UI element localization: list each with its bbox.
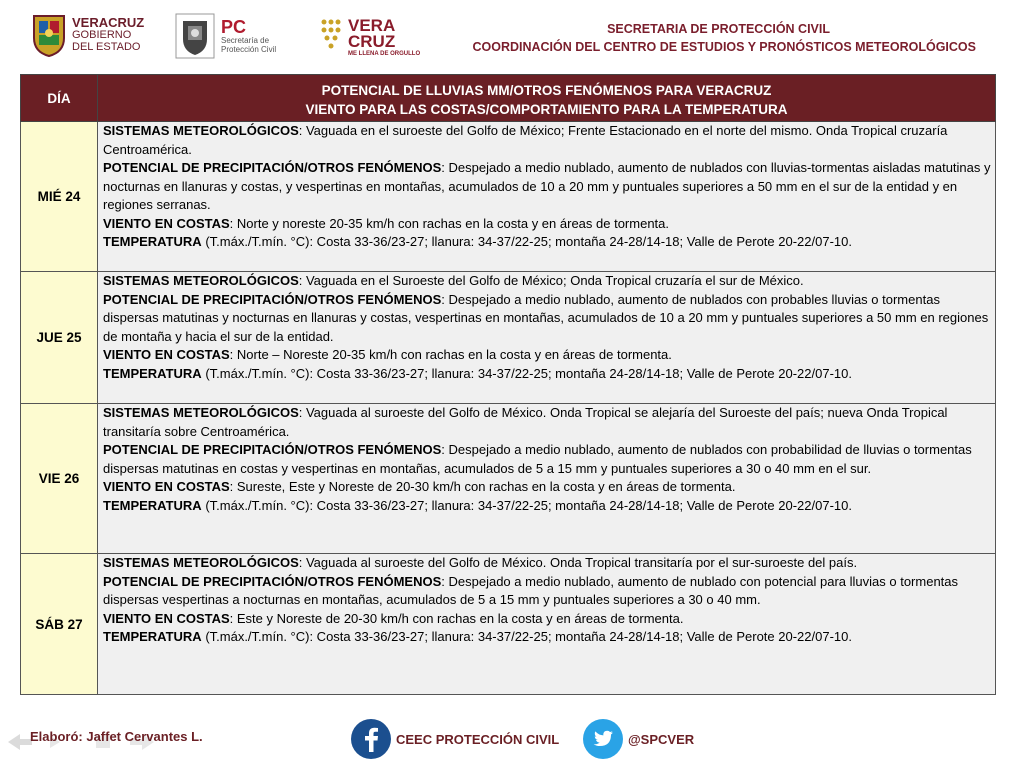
- potencial-paragraph: POTENCIAL DE PRECIPITACIÓN/OTROS FENÓMENOS: Despejado a medio nublado, aumento de nublado con potencial para lluvias o tormentas dispersas vespertinas a nocturnas en montañas, acumulados de 5 a 15 mm y puntuales superiores a 30 o 40 mm.: [103, 573, 959, 607]
- day-cell: SÁB 27: [21, 554, 98, 695]
- forecast-cell: [98, 404, 996, 554]
- column-header-day: DÍA: [21, 75, 98, 122]
- pc-text: PC Secretaría de Protección Civil: [221, 16, 277, 54]
- day-cell: JUE 25: [21, 272, 98, 404]
- title-coordinacion: COORDINACIÓN DEL CENTRO DE ESTUDIOS Y PRONÓSTICOS METEOROLÓGICOS: [472, 40, 976, 54]
- day-cell: MIÉ 24: [21, 122, 98, 272]
- temperatura-paragraph: TEMPERATURA (T.máx./T.mín. °C): Costa 33-36/23-27; llanura: 34-37/22-25; montaña 24-28/14-18; Valle de Perote 20-22/07-10.: [103, 365, 852, 381]
- facebook-label[interactable]: CEEC PROTECCIÓN CIVIL: [396, 732, 560, 747]
- temperatura-paragraph: TEMPERATURA (T.máx./T.mín. °C): Costa 33-36/23-27; llanura: 34-37/22-25; montaña 24-28/14-18; Valle de Perote 20-22/07-10.: [103, 234, 852, 249]
- elaboro-credit: Elaboró: Jaffet Cervantes L.: [30, 729, 203, 744]
- forecast-cell: [98, 554, 996, 695]
- viento-paragraph: VIENTO EN COSTAS: Norte – Noreste 20-35 km/h con rachas en la costa y en áreas de tormenta.: [103, 347, 672, 362]
- sistemas-paragraph: SISTEMAS METEOROLÓGICOS: Vaguada en el Suroeste del Golfo de México; Onda Tropical cruzaría el sur de México.: [103, 273, 804, 288]
- logo-gobierno-veracruz: [30, 10, 170, 60]
- twitter-label[interactable]: @SPCVER: [628, 732, 695, 747]
- table-row: [21, 554, 996, 695]
- forecast-table: [20, 74, 996, 695]
- viento-paragraph: VIENTO EN COSTAS: Norte y noreste 20-35 km/h con rachas en la costa y en áreas de tormenta.: [103, 215, 669, 231]
- sistemas-paragraph: SISTEMAS METEOROLÓGICOS: Vaguada al suroeste del Golfo de México. Onda Tropical se alejaría del Suroeste del país; nueva Onda Tropical transitaría sobre Centroamérica.: [103, 405, 948, 439]
- document-title: [436, 20, 976, 56]
- table-header-row: [21, 75, 996, 122]
- forecast-cell: [98, 272, 996, 404]
- potencial-paragraph: POTENCIAL DE PRECIPITACIÓN/OTROS FENÓMENOS: Despejado a medio nublado, aumento de nublados con probabilidad de lluvias o tormentas dispersas matutinas en costas y vespertinas en montañas, acumulados de 5 a 15 mm y puntuales superiores a 30 o 40 mm en el sur.: [103, 442, 972, 476]
- vc-emblem-icon: [318, 16, 344, 61]
- page-footer: [0, 700, 1016, 767]
- potencial-paragraph: POTENCIAL DE PRECIPITACIÓN/OTROS FENÓMENOS: Despejado a medio nublado, aumento de nublados con probables lluvias o tormentas dispersas matutinas y nocturnas en llanuras y costas, vespertinas en montañas, acumulados de 10 a 20 mm y puntuales superiores a 50 mm en regiones de montaña y hacia el sur de la entidad.: [103, 291, 989, 344]
- table-row: [21, 404, 996, 554]
- twitter-icon[interactable]: [582, 718, 624, 760]
- viento-paragraph: VIENTO EN COSTAS: Sureste, Este y Noreste de 20-30 km/h con rachas en la costa y en áreas de tormenta.: [103, 479, 736, 494]
- column-header-main: POTENCIAL DE LLUVIAS MM/OTROS FENÓMENOS PARA VERACRUZ VIENTO PARA LAS COSTAS/COMPORTAMIENTO PARA LA TEMPERATURA: [98, 75, 996, 122]
- veracruz-text: VERACRUZ GOBIERNO DEL ESTADO: [72, 15, 145, 53]
- logo-veracruz-me-llena: [318, 12, 428, 64]
- title-secretaria: SECRETARIA DE PROTECCIÓN CIVIL: [607, 22, 830, 36]
- table-row: [21, 122, 996, 272]
- sistemas-paragraph: SISTEMAS METEOROLÓGICOS: Vaguada al suroeste del Golfo de México. Onda Tropical transitaría por el sur-suroeste del país.: [103, 555, 858, 570]
- logo-proteccion-civil: [175, 8, 295, 63]
- temperatura-paragraph: TEMPERATURA (T.máx./T.mín. °C): Costa 33-36/23-27; llanura: 34-37/22-25; montaña 24-28/14-18; Valle de Perote 20-22/07-10.: [103, 497, 852, 513]
- table-row: [21, 272, 996, 404]
- sistemas-paragraph: SISTEMAS METEOROLÓGICOS: Vaguada en el suroeste del Golfo de México; Frente Estacionado en el norte del mismo. Onda Tropical cruzaría Centroamérica.: [103, 123, 948, 157]
- potencial-paragraph: POTENCIAL DE PRECIPITACIÓN/OTROS FENÓMENOS: Despejado a medio nublado, aumento de nublados con lluvias-tormentas aisladas matutinas y nocturnas en llanuras y costas, y vespertinas en montañas, acumulados de 10 a 20 mm y puntuales superiores a 50 mm en el sur de la entidad y en regiones serranas.: [103, 160, 991, 212]
- temperatura-paragraph: TEMPERATURA (T.máx./T.mín. °C): Costa 33-36/23-27; llanura: 34-37/22-25; montaña 24-28/14-18; Valle de Perote 20-22/07-10.: [103, 629, 852, 644]
- forecast-cell: [98, 122, 996, 272]
- page-header: [0, 0, 1016, 70]
- viento-paragraph: VIENTO EN COSTAS: Este y Noreste de 20-30 km/h con rachas en la costa y en áreas de tormenta.: [103, 610, 684, 626]
- veracruz-shield-icon: [30, 12, 68, 58]
- day-cell: VIE 26: [21, 404, 98, 554]
- facebook-icon[interactable]: [350, 718, 392, 760]
- pc-emblem-icon: [175, 13, 215, 59]
- vc-text: VERA CRUZ ME LLENA DE ORGULLO: [348, 16, 421, 57]
